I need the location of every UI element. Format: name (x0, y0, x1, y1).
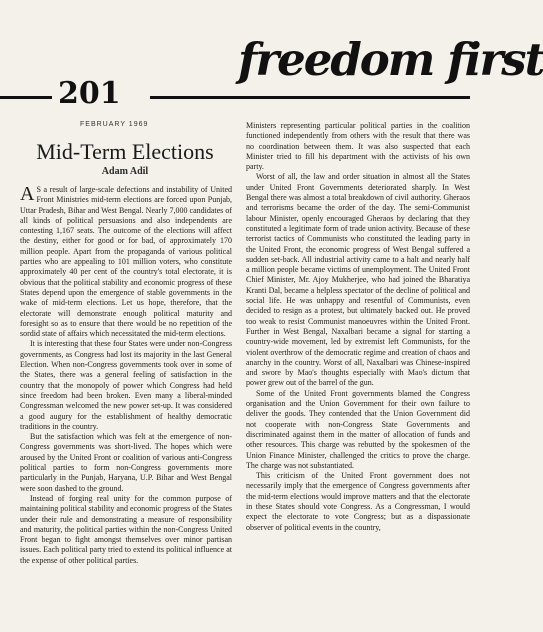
drop-cap: A (20, 183, 35, 205)
paragraph: It is interesting that these four States were under non-Congress governments, as Congress had lost its majority in the last General Election. When non-Congress governments took over in some of the States, there was a general feeling of satisfaction in the country that the monopoly of power which Congress had held since freedom had been broken. Even many a liberal-minded Congressman welcomed the new power set-up. It was considered a good augury for the establishment of healthy democratic traditions in the country. (20, 339, 232, 431)
article-right-column (246, 121, 470, 533)
issue-number: 201 (58, 76, 121, 111)
paragraph: A S a result of large-scale defections and instability of United Front Ministries mid-term elections are forced upon Punjab, Uttar Pradesh, Bihar and West Bengal. Nearly 7,000 candidates of all kinds of political persuasions and also independents are contesting 1,167 seats. The outcome of the elections will affect the destiny, either for good or for bad, of approximately 170 million people. Apart from the propaganda of various political parties who are appealing to 101 million voters, who constitute approximately 40 per cent of the country's total electorate, it is obvious that the political stability and economic progress of these States depend upon the emergence of stable governments in the wake of mid-term elections. Let us hope, therefore, that the electorate will demonstrate enough political maturity and foresight so as to ensure that there would be no repetition of the sordid state of affairs which necessitated the mid-term elections. (20, 183, 232, 339)
paragraph: Some of the United Front governments blamed the Congress organisation and the Union Government for their own failure to deliver the goods. They contended that the Union Government did not cooperate with non-Congress State Governments and discriminated against them in the matter of allocation of funds and other resources. This charge was rebutted by the spokesmen of the Union Finance Minister, challenged the critics to prove the charge. The charge was not substantiated. (246, 388, 470, 470)
paragraph: Worst of all, the law and order situation in almost all the States under United Front Governments deteriorated sharply. In West Bengal there was almost a total breakdown of civil authority. Gheraos and terrorisms became the order of the day. The semi-Communist labour Minister, openly encouraged Gheraos by declaring that they constituted a legitimate form of trade union activity. Because of these terrorist tactics of Communists who constituted the leading party in the United Front, the economic progress of West Bengal suffered a sudden set-back. All industrial activity came to a halt and nearly half a million people became victims of unemployment. The United Front Chief Minister, Mr. Ajoy Mukherjee, who had joined the Bharatiya Kranti Dal, became a helpless spectator of the decline of political and social life. He was unhappy and resentful of Communists, even decided to resign as a protest, but ultimately backed out. He proved too weak to resist Communist manoeuvres within the United Front. Further in West Bengal, Naxalbari became a signal for starting a country-wide movement, led by extremist left Communists, for the violent overthrow of the democratic regime and creation of chaos and anarchy in the country. Worst of all, Naxalbari was Chinese-inspired and swore by Mao's thoughts especially with Mao's dictum that power grew out of the barrel of the gun. (246, 172, 470, 388)
article-left-column (20, 185, 232, 566)
paragraph: Ministers representing particular political parties in the coalition functioned independently from others with the result that there was no coordination between them. It was also suspected that each Minister tried to fill his department with the activists of his own party. (246, 121, 470, 172)
article-title: Mid-Term Elections (36, 139, 214, 164)
paragraph: This criticism of the United Front government does not necessarily imply that the emergence of Congress governments after the mid-term elections would improve matters and that the electorate in these States should vote Congress. As a Congressman, I would expect the electorate to vote Congress; but as a dispassionate observer of political events in the country, (246, 471, 470, 532)
paragraph: Instead of forging real unity for the common purpose of maintaining political stability and economic progress of the States under their rule and demonstrating a measure of responsibility and maturity, the political parties within the non-Congress United Front began to fight amongst themselves over minor partisan issues. Each political party tried to extend its political influence at the expense of other political parties. (20, 493, 232, 565)
article-author: Adam Adil (101, 166, 149, 177)
masthead-title: freedom first (238, 33, 543, 86)
issue-date: FEBRUARY 1969 (80, 121, 149, 128)
paragraph: But the satisfaction which was felt at the emergence of non-Congress governments was short-lived. The hopes which were aroused by the United Front or coalition of various anti-Congress political parties to form non-Congress governments more particularly in the Punjab, Haryana, U.P. Bihar and West Bengal were soon dashed to the ground. (20, 432, 232, 493)
